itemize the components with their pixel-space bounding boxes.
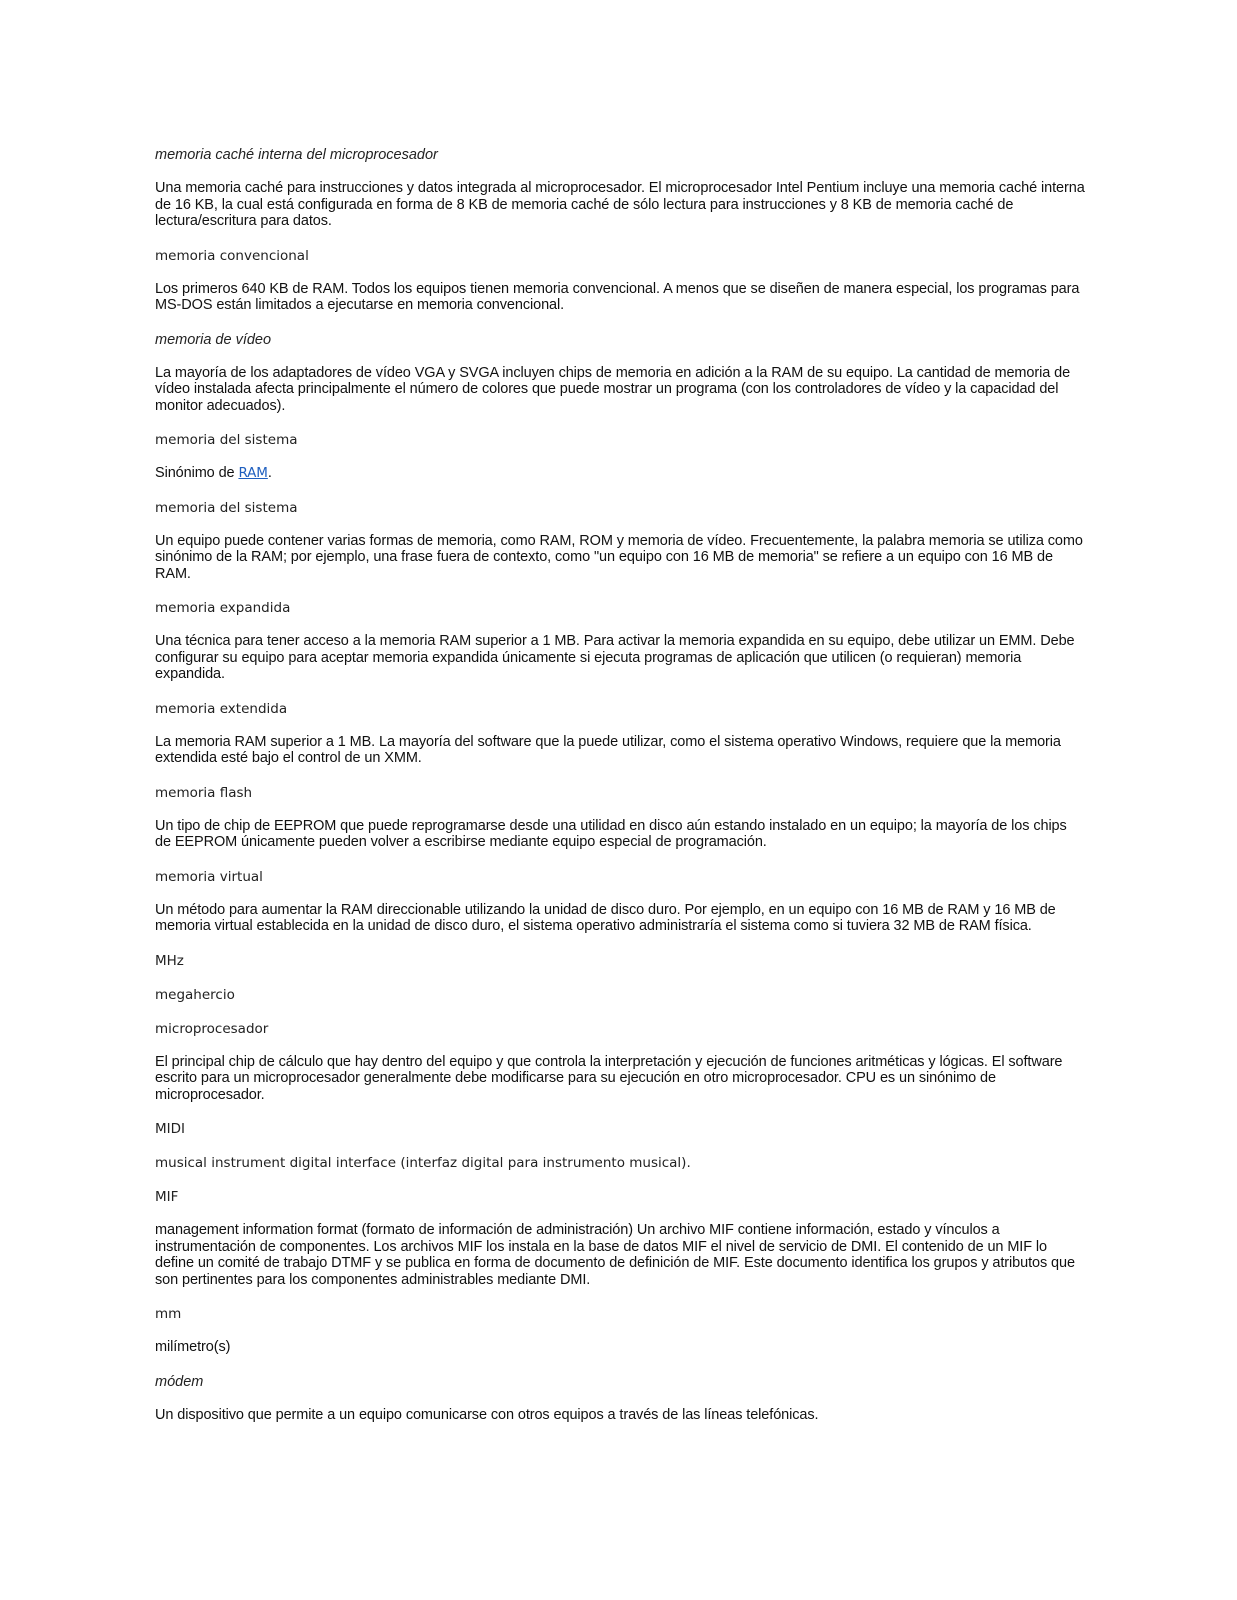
glossary-term: memoria flash bbox=[155, 784, 253, 801]
glossary-definition: Un equipo puede contener varias formas de memoria, como RAM, ROM y memoria de vídeo. Frecuentemente, la palabra memoria se utiliza como sinónimo de la RAM; por ejemplo, una frase fuera de contexto, como "un equipo con 16 MB de memoria" se refiere a un equipo con 16 MB de RAM. bbox=[155, 532, 1083, 582]
glossary-term: microprocesador bbox=[155, 1020, 269, 1037]
glossary-definition: El principal chip de cálculo que hay dentro del equipo y que controla la interpretación y ejecución de funciones aritméticas y lógicas. El software escrito para un microprocesador generalmente debe modificarse para su ejecución en otro microprocesador. CPU es un sinónimo de microprocesador. bbox=[155, 1053, 1063, 1103]
definition-prefix: Sinónimo de bbox=[155, 465, 239, 481]
glossary-definition: milímetro(s) bbox=[155, 1339, 231, 1355]
glossary-definition: megahercio bbox=[155, 986, 235, 1003]
glossary-term: memoria virtual bbox=[155, 868, 263, 885]
glossary-definition: La memoria RAM superior a 1 MB. La mayoría del software que la puede utilizar, como el sistema operativo Windows, requiere que la memoria extendida esté bajo el control de un XMM. bbox=[155, 733, 1061, 766]
glossary-term: MIDI bbox=[155, 1121, 186, 1137]
glossary-definition: musical instrument digital interface (interfaz digital para instrumento musical). bbox=[155, 1155, 691, 1171]
glossary-term: memoria caché interna del microprocesador bbox=[155, 147, 438, 163]
glossary-term: mm bbox=[155, 1306, 182, 1322]
glossary-term: MIF bbox=[155, 1189, 179, 1205]
glossary-term: MHz bbox=[155, 952, 184, 969]
glossary-term: módem bbox=[155, 1373, 204, 1390]
glossary-definition: Los primeros 640 KB de RAM. Todos los equipos tienen memoria convencional. A menos que se diseñen de manera especial, los programas para MS-DOS están limitados a ejecutarse en memoria convencional. bbox=[155, 280, 1080, 313]
glossary-term: memoria convencional bbox=[155, 247, 309, 264]
glossary-term: memoria extendida bbox=[155, 700, 288, 717]
glossary-definition: Una memoria caché para instrucciones y datos integrada al microprocesador. El microprocesador Intel Pentium incluye una memoria caché interna de 16 KB, la cual está configurada en forma de 8 KB de memoria caché de sólo lectura para instrucciones y 8 KB de memoria caché de lectura/escritura para datos. bbox=[155, 180, 1085, 229]
glossary-term: memoria expandida bbox=[155, 600, 291, 616]
definition-suffix: . bbox=[267, 465, 272, 481]
glossary-definition: Una técnica para tener acceso a la memoria RAM superior a 1 MB. Para activar la memoria expandida en su equipo, debe utilizar un EMM. Debe configurar su equipo para aceptar memoria expandida únicamente si ejecuta programas de aplicación que utilicen (o requieran) memoria expandida. bbox=[155, 633, 1075, 682]
glossary-term: memoria de vídeo bbox=[155, 331, 272, 348]
glossary-definition: Un método para aumentar la RAM direccionable utilizando la unidad de disco duro. Por ejemplo, en un equipo con 16 MB de RAM y 16 MB de memoria virtual establecida en la unidad de disco duro, el sistema operativo administraría el sistema como si tuviera 32 MB de RAM física. bbox=[155, 901, 1056, 934]
glossary-definition bbox=[155, 465, 1085, 482]
glossary-term: memoria del sistema bbox=[155, 499, 298, 516]
ram-link[interactable]: RAM bbox=[238, 465, 268, 481]
glossary-term: memoria del sistema bbox=[155, 432, 298, 448]
glossary-definition: Un dispositivo que permite a un equipo comunicarse con otros equipos a través de las líneas telefónicas. bbox=[155, 1406, 819, 1423]
glossary-definition: La mayoría de los adaptadores de vídeo VGA y SVGA incluyen chips de memoria en adición a la RAM de su equipo. La cantidad de memoria de vídeo instalada afecta principalmente el número de colores que puede mostrar un programa (con los controladores de vídeo y la capacidad del monitor adecuados). bbox=[155, 364, 1071, 414]
glossary-page bbox=[155, 146, 1085, 1440]
glossary-definition: management information format (formato de información de administración) Un archivo MIF contiene información, estado y vínculos a instrumentación de componentes. Los archivos MIF los instala en la base de datos MIF el nivel de servicio de DMI. El contenido de un MIF lo define un comité de trabajo DTMF y se publica en forma de documento de definición de MIF. Este documento identifica los grupos y atributos que son pertinentes para los componentes administrables mediante DMI. bbox=[155, 1222, 1075, 1288]
glossary-definition: Un tipo de chip de EEPROM que puede reprogramarse desde una utilidad en disco aún estando instalado en un equipo; la mayoría de los chips de EEPROM únicamente pueden volver a escribirse mediante equipo especial de programación. bbox=[155, 817, 1067, 850]
